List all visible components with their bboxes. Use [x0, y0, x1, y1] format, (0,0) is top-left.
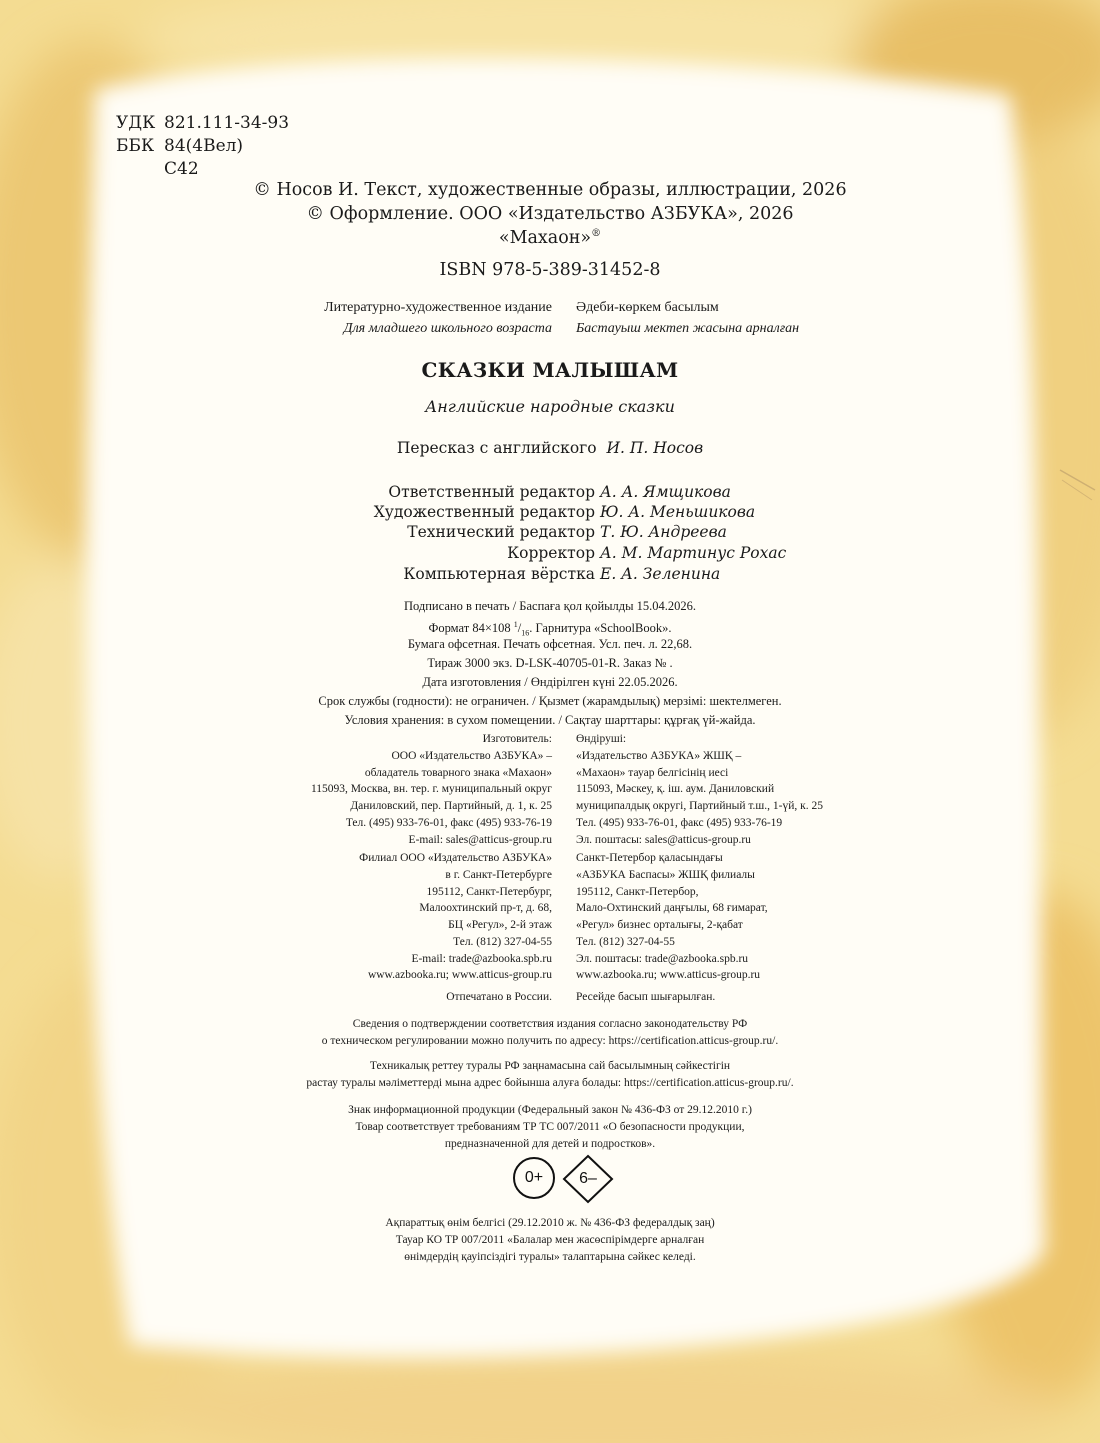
manufacturer-ru-line: 115093, Москва, вн. тер. г. муниципальный округ	[310, 783, 552, 796]
manufacturer-kz-line: «Махаон» тауар белгісінің иесі	[576, 766, 729, 779]
info-product-kz-3: өнімдердің қауіпсіздігі туралы» талаптарына сәйкес келеді.	[404, 1251, 696, 1263]
staff-name: Т. Ю. Андреева	[600, 523, 727, 541]
manufacturer-ru	[311, 731, 552, 849]
age-badge-circle	[513, 1157, 555, 1199]
branch-ru-line: БЦ «Регул», 2-й этаж	[448, 919, 552, 932]
staff-role: Технический редактор	[407, 523, 595, 541]
format-den: 16	[521, 628, 530, 638]
udk-line	[116, 112, 289, 135]
copyright-author: © Носов И. Текст, художественные образы, иллюстрации, 2026	[253, 180, 847, 200]
branch-ru-line: 195112, Санкт-Петербург,	[426, 885, 552, 898]
book-subtitle: Английские народные сказки	[425, 397, 675, 416]
info-product-ru-1: Знак информационной продукции (Федеральный закон № 436-ФЗ от 29.12.2010 г.)	[348, 1104, 752, 1116]
branch-kz-line: Тел. (812) 327-04-55	[576, 935, 675, 948]
print-format: Формат 84×108 $^1/_{16}$. Гарнитура «SchoolBook».	[428, 620, 672, 638]
branch-ru-line: в г. Санкт-Петербурге	[445, 868, 552, 881]
age-badge-diamond	[562, 1154, 614, 1204]
format-num: 1	[513, 620, 518, 629]
makhaon-text: «Махаон»	[498, 228, 592, 248]
author-mark: С42	[164, 159, 199, 179]
printed-kz: Ресейде басып шығарылған.	[576, 991, 716, 1003]
staff-role: Корректор	[507, 544, 595, 562]
certification-ru-1: Сведения о подтверждении соответствия издания согласно законодательству РФ	[352, 1018, 748, 1030]
certification-kz-2: растау туралы мәліметтерді мына адрес бойынша алуға болады: https://certification.atticus-group.ru/.	[306, 1077, 794, 1089]
isbn: ISBN 978-5-389-31452-8	[439, 260, 661, 280]
format-label: Формат 84×108	[428, 621, 511, 636]
staff-role: Ответственный редактор	[388, 483, 595, 501]
info-product-ru-2: Товар соответствует требованиям ТР ТС 007/2011 «О безопасности продукции,	[355, 1121, 745, 1133]
branch-kz-line: 195112, Санкт-Петербор,	[576, 885, 699, 898]
udk-value: 821.111-34-93	[164, 113, 290, 133]
age-badge-diamond-text: 6–	[579, 1170, 597, 1187]
certification-kz-1: Техникалық реттеу туралы РФ заңнамасына сай басылымның сәйкестігін	[369, 1060, 731, 1072]
manufacturer-kz-line: 115093, Мәскеу, қ. іш. аум. Даниловский	[576, 783, 775, 796]
bbk-label: ББК	[116, 136, 155, 156]
staff-role: Художественный редактор	[373, 503, 595, 521]
branch-kz-line: «Регул» бизнес орталығы, 2-қабат	[576, 919, 743, 932]
udk-label: УДК	[116, 113, 156, 133]
info-product-ru-3: предназначенной для детей и подростков».	[444, 1138, 656, 1150]
printed-ru: Отпечатано в России.	[446, 991, 552, 1003]
branch-ru-line: E-mail: trade@azbooka.spb.ru	[411, 952, 552, 965]
manufacturer-kz-line: Тел. (495) 933-76-01, факс (495) 933-76-19	[576, 816, 783, 829]
manufacturer-ru-line: Изготовитель:	[482, 733, 552, 745]
branch-kz-line: Санкт-Петербор қаласындағы	[576, 852, 723, 864]
age-badge-circle-text: 0+	[524, 1169, 544, 1186]
manufacturer-kz	[576, 731, 823, 849]
staff-name: А. М. Мартинус Рохас	[600, 544, 787, 562]
storage-conditions: Условия хранения: в сухом помещении. / Сақтау шарттары: құрғақ үй-жайда.	[344, 713, 756, 727]
age-group-kz: Бастауыш мектеп жасына арналған	[576, 321, 800, 336]
manufacturer-kz-line: муниципалдық округі, Партийный т.ш., 1-үй, к. 25	[576, 800, 823, 813]
copyright-design: © Оформление. ООО «Издательство АЗБУКА», 2026	[306, 204, 794, 224]
manufacturer-kz-line: Өндіруші:	[576, 733, 627, 745]
info-product-kz-2: Тауар КО ТР 007/2011 «Балалар мен жасөспірімдерге арналған	[395, 1234, 705, 1246]
info-product-kz-1: Ақпараттық өнім белгісі (29.12.2010 ж. № 436-ФЗ федералдық заң)	[385, 1217, 715, 1229]
age-group-ru: Для младшего школьного возраста	[343, 321, 552, 336]
branch-kz	[576, 850, 768, 968]
branch-kz-line: Эл. поштасы: trade@azbooka.spb.ru	[576, 952, 749, 965]
retelling-name: И. П. Носов	[606, 439, 704, 457]
manufacturer-ru-line: Тел. (495) 933-76-01, факс (495) 933-76-19	[345, 816, 552, 829]
staff-role: Компьютерная вёрстка	[403, 565, 595, 583]
retelling-line	[0, 439, 1100, 457]
web-ru: www.azbooka.ru; www.atticus-group.ru	[367, 969, 552, 981]
manufacturer-kz-line: Эл. поштасы: sales@atticus-group.ru	[576, 833, 751, 846]
registered-mark: ®	[591, 228, 602, 240]
print-date: Дата изготовления / Өндірілген күні 22.05.2026.	[422, 675, 678, 689]
branch-kz-line: Мало-Охтинский даңғылы, 68 ғимарат,	[576, 902, 768, 915]
staff-name: Ю. А. Меньшикова	[600, 503, 756, 521]
branch-ru-line: Филиал ООО «Издательство АЗБУКА»	[359, 852, 552, 864]
certification-ru-2: о техническом регулировании можно получить по адресу: https://certification.atticus-group.ru/.	[321, 1035, 779, 1047]
copyright-makhaon	[0, 228, 1100, 248]
branch-kz-line: «АЗБУКА Баспасы» ЖШҚ филиалы	[576, 868, 755, 881]
manufacturer-ru-line: E-mail: sales@atticus-group.ru	[408, 833, 552, 846]
branch-ru	[359, 850, 552, 968]
manufacturer-ru-line: ООО «Издательство АЗБУКА» –	[391, 749, 552, 762]
manufacturer-ru-line: обладатель товарного знака «Махаон»	[364, 766, 552, 779]
branch-ru-line: Малоохтинский пр-т, д. 68,	[419, 902, 552, 915]
format-rest: . Гарнитура «SchoolBook».	[529, 621, 672, 636]
print-run: Тираж 3000 экз. D-LSK-40705-01-R. Заказ № .	[427, 656, 673, 670]
retelling-label: Пересказ с английского	[396, 439, 597, 457]
print-paper: Бумага офсетная. Печать офсетная. Усл. печ. л. 22,68.	[407, 637, 693, 651]
branch-ru-line: Тел. (812) 327-04-55	[453, 935, 552, 948]
shelf-life: Срок службы (годности): не ограничен. / Қызмет (жарамдылық) мерзімі: шектелмеген.	[318, 694, 782, 708]
manufacturer-kz-line: «Издательство АЗБУКА» ЖШҚ –	[576, 749, 742, 762]
bbk-value: 84(4Вел)	[164, 136, 244, 156]
print-signed: Подписано в печать / Баспаға қол қойылды 15.04.2026.	[403, 599, 697, 613]
staff-name: А. А. Ямщикова	[600, 483, 731, 501]
edition-type-ru: Литературно-художественное издание	[324, 300, 552, 315]
staff-name: Е. А. Зеленина	[600, 565, 721, 583]
book-title: СКАЗКИ МАЛЫШАМ	[421, 358, 679, 382]
manufacturer-ru-line: Даниловский, пер. Партийный, д. 1, к. 25	[350, 800, 552, 813]
bbk-line	[116, 135, 243, 158]
web-kz: www.azbooka.ru; www.atticus-group.ru	[576, 969, 761, 981]
edition-type-kz: Әдеби-көркем басылым	[576, 300, 719, 315]
